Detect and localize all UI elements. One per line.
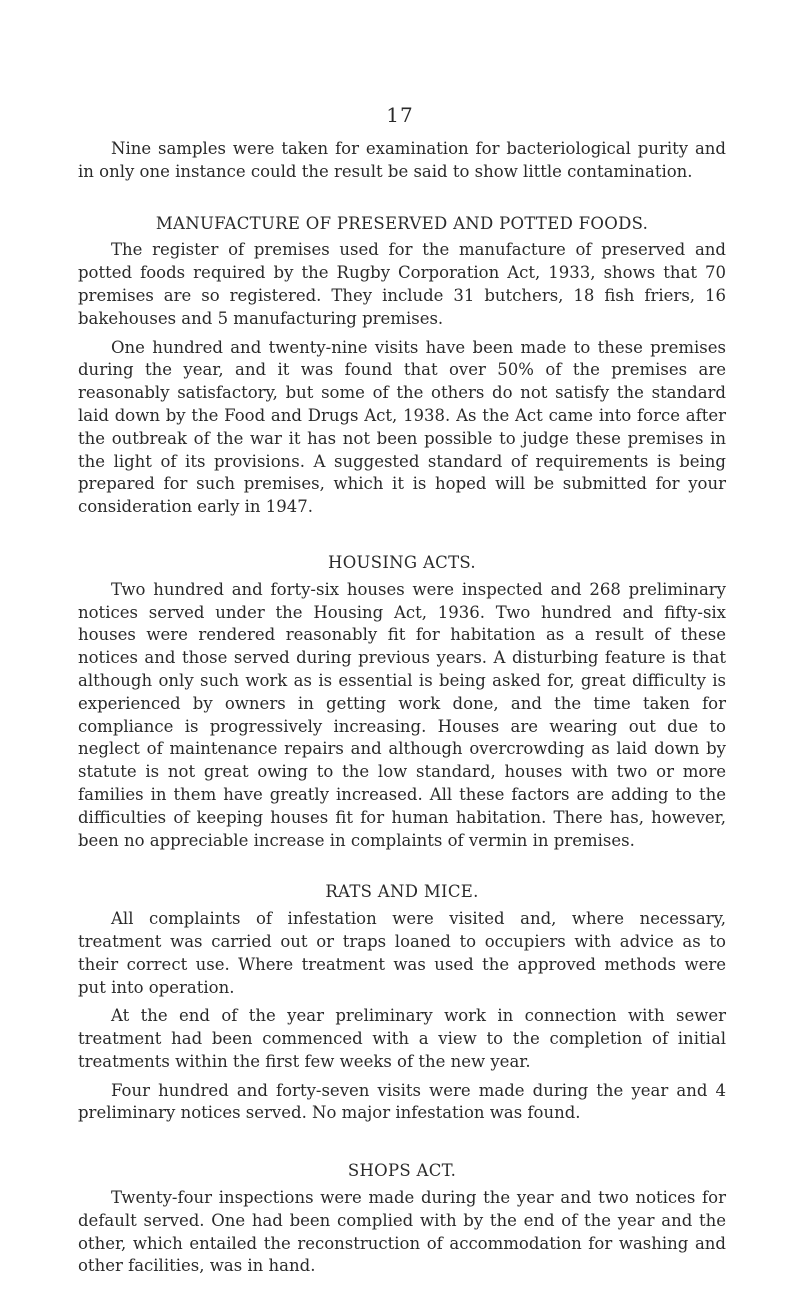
section-heading-rats-and-mice: RATS AND MICE. — [325, 882, 479, 902]
paragraph: At the end of the year preliminary work in connection with sewer treatment had been commenced with a view to the completion of initial treatments within the first few weeks of the new year. — [78, 1006, 726, 1071]
paragraph: The register of premises used for the manufacture of preserved and potted foods required by the Rugby Corporation Act, 1933, shows that 70 premises are so registered. They include 31 butchers, 18 fish friers, 16 bakehouses and 5 manufacturing premises. — [78, 240, 726, 328]
page-number: 17 — [386, 103, 414, 127]
paragraph: Four hundred and forty-seven visits were made during the year and 4 preliminary notices served. No major infestation was found. — [78, 1080, 726, 1123]
paragraph: Twenty-four inspections were made during the year and two notices for default served. One had been complied with by the end of the year and the other, which entailed the reconstruction of accommodation for washing and other facilities, was in hand. — [78, 1188, 726, 1276]
paragraph: One hundred and twenty-nine visits have been made to these premises during the year, and it was found that over 50% of the premises are reasonably satisfactory, but some of the others do not satisfy the standard laid down by the Food and Drugs Act, 1938. As the Act came into force after the outbreak of the war it has not been possible to judge these premises in the light of its provisions. A suggested standard of requirements is being prepared for such premises, which it is hoped will be submitted for your consideration early in 1947. — [78, 337, 726, 517]
section-heading-shops-act: SHOPS ACT. — [347, 1161, 457, 1181]
intro-paragraph: Nine samples were taken for examination for bacteriological purity and in only one instance could the result be said to show little contamination. — [78, 139, 726, 181]
document-body — [78, 138, 726, 1278]
section-heading-preserved-foods: MANUFACTURE OF PRESERVED AND POTTED FOODS. — [155, 213, 649, 233]
paragraph: Two hundred and forty-six houses were inspected and 268 preliminary notices served under the Housing Act, 1936. Two hundred and fifty-six houses were rendered reasonably fit for habitation as a result of these notices and those served during previous years. A disturbing feature is that although only such work as is essential is being asked for, great difficulty is experienced by owners in getting work done, and the time taken for compliance is progressively increasing. Houses are wearing out due to neglect of maintenance repairs and although overcrowding as laid down by statute is not great owing to the low standard, houses with two or more families in them have greatly increased. All these factors are adding to the difficulties of keeping houses fit for human habitation. There has, however, been no appreciable increase in complaints of vermin in premises. — [78, 579, 726, 850]
section-heading-housing-acts: HOUSING ACTS. — [328, 552, 476, 572]
paragraph: All complaints of infestation were visited and, where necessary, treatment was carried out or traps loaned to occupiers with advice as to their correct use. Where treatment was used the approved methods were put into operation. — [78, 909, 726, 997]
